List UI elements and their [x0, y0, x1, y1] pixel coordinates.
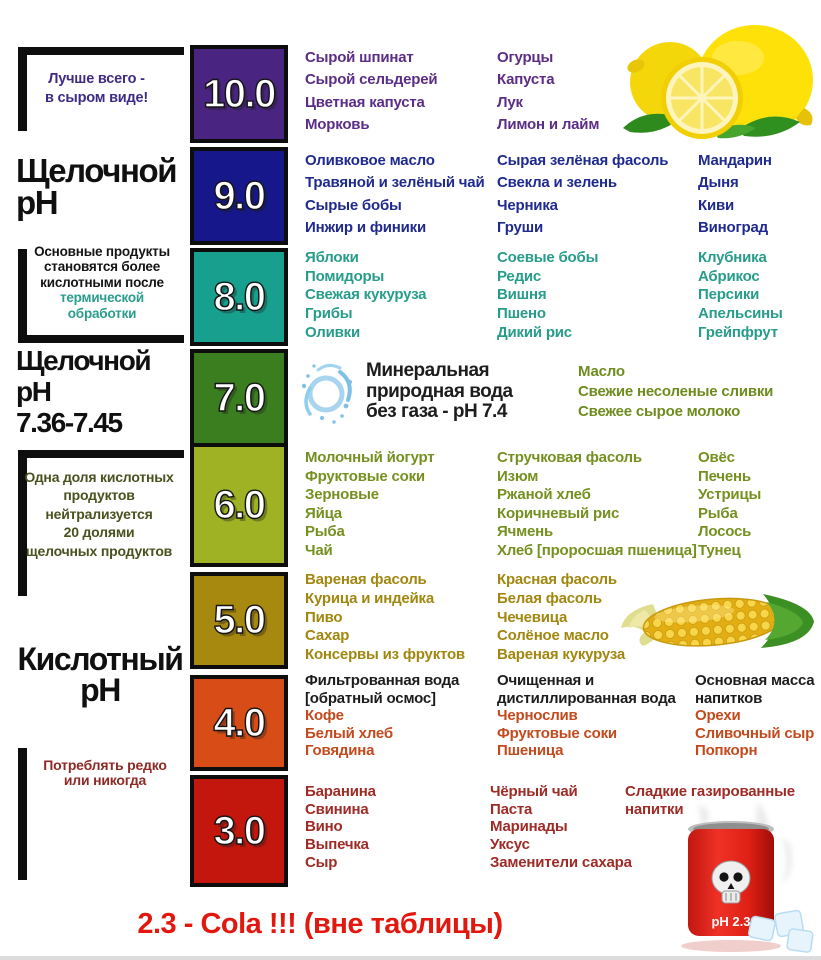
food-item: Сырая зелёная фасоль: [497, 152, 669, 169]
food-item: Пшено: [497, 305, 546, 323]
food-item: Курица и индейка: [305, 589, 435, 607]
food-item: Свежие несоленые сливки: [578, 383, 774, 400]
note-line: в сыром виде!: [45, 90, 148, 106]
header-line: Кислотный: [17, 641, 183, 677]
food-item: Травяной и зелёный чай: [305, 174, 485, 192]
food-column: [578, 362, 773, 422]
note-best-raw: [24, 70, 169, 108]
food-item: Паста: [490, 800, 533, 818]
food-item: Свежая кукуруза: [305, 286, 427, 304]
food-item: Оливки: [305, 323, 360, 341]
food-item: напитки: [625, 800, 684, 818]
food-item: Масло: [578, 363, 625, 380]
food-column: [497, 571, 625, 665]
food-item: Печень: [698, 467, 751, 485]
food-column: [305, 249, 426, 343]
food-item: Абрикос: [698, 267, 760, 285]
food-item: Говядина: [305, 742, 375, 760]
food-group-header: Фильтрованная вода: [305, 672, 460, 689]
food-item: Чечевица: [497, 608, 568, 626]
food-item: Грибы: [305, 305, 353, 323]
food-item: Попкорн: [695, 742, 758, 760]
food-item: Киви: [698, 196, 735, 214]
ph-value: 4.0: [213, 700, 265, 745]
food-column: [497, 672, 676, 760]
food-item: Сладкие газированные: [625, 783, 795, 800]
food-column: [695, 672, 814, 760]
food-item: Пиво: [305, 608, 343, 626]
food-item: Дыня: [698, 174, 739, 192]
food-item: Коричневый рис: [497, 504, 620, 522]
note-line-teal: термической: [59, 290, 145, 306]
note-line: Минеральная: [366, 360, 490, 381]
note-line: щелочных продуктов: [25, 542, 173, 559]
note-line: Одна доля кислотных: [24, 469, 174, 485]
alkaline-ph-header-mid: [16, 345, 150, 438]
food-item: Грейпфрут: [698, 323, 778, 341]
food-item: Ячмень: [497, 523, 554, 540]
cola-outside-table-note: 2.3 - Cola !!! (вне таблицы): [137, 908, 503, 940]
ph-box: [190, 775, 288, 887]
food-item: Редис: [497, 267, 542, 285]
food-item: Виноград: [698, 219, 768, 237]
note-line: Лучше всего -: [48, 71, 145, 87]
note-line-teal: обработки: [67, 305, 137, 321]
ph-value: 7.0: [213, 375, 265, 420]
ph-box: [190, 248, 288, 346]
food-item: Вишня: [497, 286, 547, 304]
food-item: Фруктовые соки: [305, 467, 425, 485]
food-item: Пшеница: [497, 742, 564, 760]
note-line: нейтрализуется: [45, 505, 153, 522]
food-group-header: напитков: [695, 689, 763, 707]
ph-box: [190, 443, 288, 567]
food-item: Груши: [497, 219, 543, 237]
food-item: Рыба: [305, 523, 345, 540]
food-item: Цветная капуста: [305, 93, 425, 111]
food-item: Огурцы: [497, 49, 554, 66]
food-item: Капуста: [497, 71, 555, 89]
food-item: Ржаной хлеб: [497, 486, 591, 503]
food-item: Зерновые: [305, 486, 379, 503]
food-item: Выпечка: [305, 836, 369, 854]
food-item: Сырые бобы: [305, 196, 402, 214]
food-column: [490, 783, 632, 872]
food-item: Вареная фасоль: [305, 571, 427, 588]
food-column: [305, 150, 484, 240]
food-item: Белая фасоль: [497, 589, 602, 607]
ph-value: 10.0: [203, 71, 275, 116]
food-item: Свекла и зелень: [497, 174, 617, 192]
note-rare: [35, 758, 175, 788]
mineral-water-note: [366, 361, 513, 423]
ph-value: 5.0: [213, 598, 265, 642]
note-line: без газа - pH 7.4: [366, 401, 507, 422]
food-item: Сырой шпинат: [305, 49, 414, 66]
food-item: Яблоки: [305, 249, 359, 266]
food-item: Уксус: [490, 836, 530, 854]
food-item: Молочный йогурт: [305, 449, 435, 466]
note-line: Основные продукты: [34, 244, 170, 259]
food-item: Белый хлеб: [305, 724, 393, 742]
bottom-edge: [0, 956, 821, 960]
food-column: [698, 249, 783, 343]
alkaline-ph-header-top: [16, 152, 177, 221]
ph-box: [190, 349, 288, 447]
note-line: становятся более: [43, 259, 161, 275]
food-column: [305, 783, 376, 872]
food-item: Апельсины: [698, 305, 783, 323]
food-item: Маринады: [490, 818, 568, 836]
header-line: pH: [16, 376, 51, 407]
food-item: Устрицы: [698, 486, 762, 503]
bracket-rare-note: [18, 748, 27, 880]
header-line: Щелочной: [16, 152, 177, 189]
food-item: Свинина: [305, 800, 369, 818]
food-column: [305, 571, 465, 665]
food-item: Помидоры: [305, 267, 385, 285]
note-neutralize: [24, 468, 174, 560]
lemons-image: [618, 20, 818, 151]
food-item: Изюм: [497, 467, 539, 485]
food-item: Рыба: [698, 504, 738, 522]
note-line: продуктов: [63, 487, 135, 504]
food-item: Солёное масло: [497, 627, 609, 645]
food-item: Сахар: [305, 627, 350, 645]
note-line: Потреблять редко: [43, 757, 167, 773]
header-line: pH: [16, 184, 58, 221]
food-item: Клубника: [698, 249, 767, 266]
ph-value: 9.0: [213, 173, 265, 218]
food-item: Хлеб [проросшая пшеница]: [497, 541, 697, 559]
food-item: Тунец: [698, 541, 741, 559]
food-item: Чай: [305, 541, 333, 559]
food-item: Заменители сахара: [490, 853, 632, 871]
water-splash-icon: [296, 356, 360, 433]
acid-ph-header: [12, 641, 188, 708]
food-item: Яйца: [305, 504, 342, 522]
food-group-header: Основная масса: [695, 672, 815, 689]
ph-value: 3.0: [213, 808, 265, 853]
ph-box: [190, 572, 288, 669]
food-column: [497, 150, 668, 240]
food-item: Красная фасоль: [497, 571, 617, 588]
food-item: Морковь: [305, 116, 370, 134]
food-group-header: дистиллированная вода: [497, 689, 676, 707]
food-item: Вареная кукуруза: [497, 646, 626, 664]
food-item: Лимон и лайм: [497, 116, 600, 134]
ph-box: [190, 147, 288, 245]
note-line: 20 долями: [63, 524, 135, 541]
note-line: природная вода: [366, 380, 513, 402]
food-item: Персики: [698, 286, 760, 304]
food-column: [698, 150, 772, 240]
header-line: Щелочной: [16, 345, 151, 376]
food-column: [305, 47, 437, 137]
food-item: Соевые бобы: [497, 249, 599, 266]
food-item: Вино: [305, 818, 343, 836]
food-item: Фруктовые соки: [497, 724, 617, 742]
food-column: [497, 249, 598, 343]
corn-image: [615, 576, 815, 669]
food-item: Дикий рис: [497, 323, 572, 341]
food-item: Сыр: [305, 853, 338, 871]
food-item: Орехи: [695, 707, 741, 725]
food-item: Лосось: [698, 523, 752, 540]
food-item: Оливковое масло: [305, 152, 435, 169]
ph-box: [190, 675, 288, 771]
food-item: Инжир и финики: [305, 219, 426, 237]
food-item: Стручковая фасоль: [497, 449, 642, 466]
food-item: Черника: [497, 196, 558, 214]
food-group-header: Очищенная и: [497, 672, 594, 689]
ph-value: 8.0: [213, 274, 265, 319]
food-group-header: [обратный осмос]: [305, 689, 436, 707]
note-thermal: [26, 244, 178, 321]
food-column: [305, 449, 434, 560]
food-item: Кофе: [305, 707, 344, 725]
ph-value: 6.0: [213, 482, 265, 527]
food-item: Мандарин: [698, 152, 772, 169]
note-line: или никогда: [63, 772, 147, 788]
food-item: Чёрный чай: [490, 783, 578, 800]
food-column: [305, 672, 459, 760]
ph-box: [190, 45, 288, 143]
cola-can-image: [638, 798, 818, 960]
can-ph-label: pH 2.3: [711, 914, 751, 929]
food-column: [698, 449, 761, 560]
header-line: 7.36-7.45: [16, 407, 122, 438]
food-column: [497, 449, 697, 560]
food-item: Баранина: [305, 783, 376, 800]
food-item: Овёс: [698, 449, 735, 466]
food-item: Консервы из фруктов: [305, 646, 465, 664]
food-item: Чернослив: [497, 707, 578, 725]
header-line: pH: [80, 672, 120, 708]
food-item: Сливочный сыр: [695, 724, 815, 742]
food-item: Лук: [497, 93, 523, 111]
food-column: [497, 47, 599, 137]
note-line: кислотными после: [40, 274, 164, 290]
food-item: Свежее сырое молоко: [578, 403, 741, 420]
food-item: Сырой сельдерей: [305, 71, 438, 89]
